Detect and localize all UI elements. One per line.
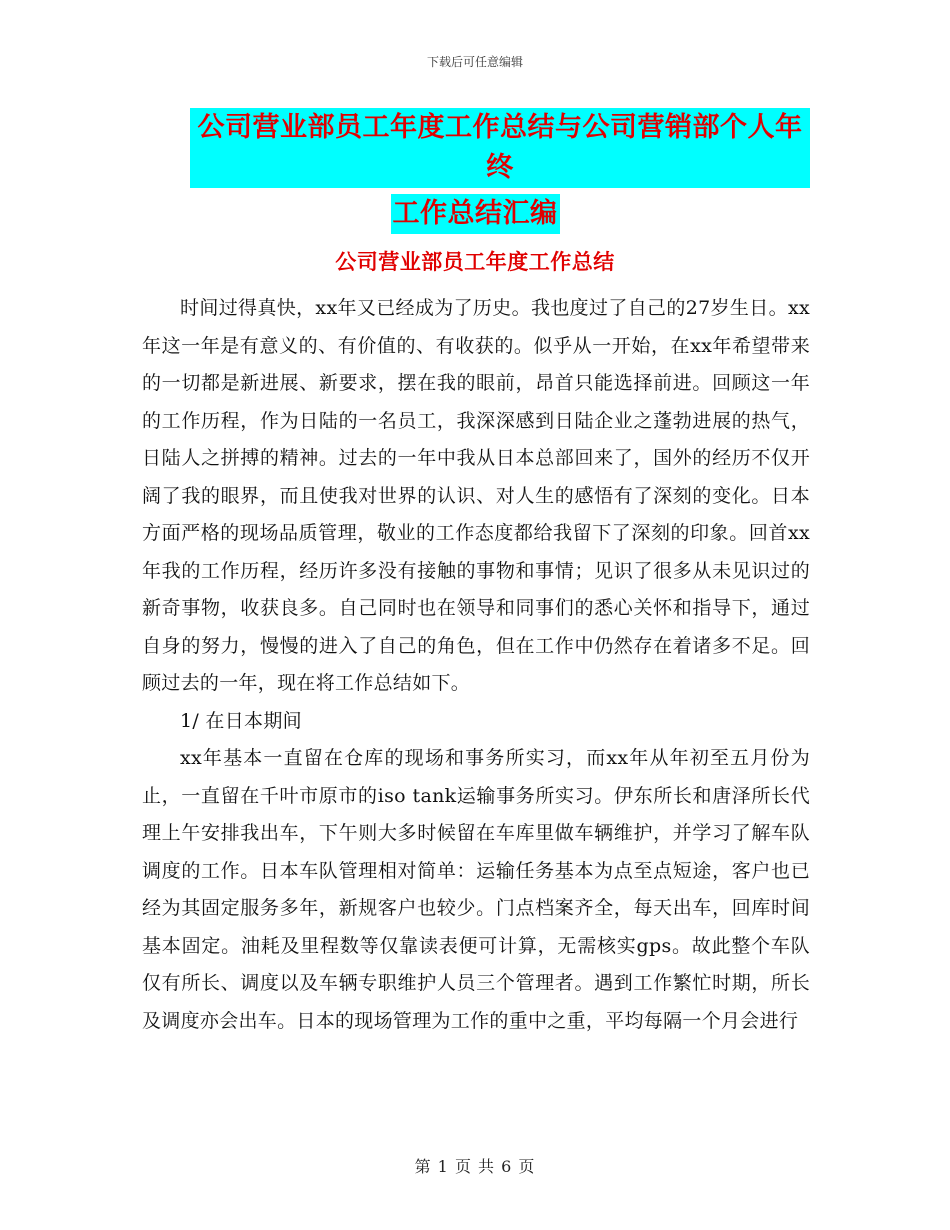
section-title: 公司营业部员工年度工作总结 <box>335 250 615 274</box>
title-line-1: 公司营业部员工年度工作总结与公司营销部个人年终 <box>190 108 810 188</box>
page-footer: 第 1 页 共 6 页 <box>414 1157 536 1176</box>
paragraph: 1/ 在日本期间 <box>180 709 302 732</box>
paragraph: 时间过得真快，xx年又已经成为了历史。我也度过了自己的27岁生日。xx年这一年是有意义的、有价值的、有收获的。似乎从一开始，在xx年希望带来的一切都是新进展、新要求，摆在我的眼前，昂首只能选择前进。回顾这一年的工作历程，作为日陆的一名员工，我深深感到日陆企业之蓬勃进展的热气，日陆人之拼搏的精神。过去的一年中我从日本总部回来了，国外的经历不仅开阔了我的眼界，而且使我对世界的认识、对人生的感悟有了深刻的变化。日本方面严格的现场品质管理，敬业的工作态度都给我留下了深刻的印象。回首xx年我的工作历程，经历许多没有接触的事物和事情；见识了很多从未见识过的新奇事物，收获良多。自己同时也在领导和同事们的悉心关怀和指导下，通过自身的努力，慢慢的进入了自己的角色，但在工作中仍然存在着诸多不足。回顾过去的一年，现在将工作总结如下。 <box>142 297 810 694</box>
document-title <box>140 108 810 240</box>
header-note: 下载后可任意编辑 <box>426 55 523 69</box>
title-line-2: 工作总结汇编 <box>391 194 560 234</box>
paragraph: xx年基本一直留在仓库的现场和事务所实习，而xx年从年初至五月份为止，一直留在千叶市原市的iso tank运输事务所实习。伊东所长和唐泽所长代理上午安排我出车，下午则大多时候留在车库里做车辆维护，并学习了解车队调度的工作。日本车队管理相对简单：运输任务基本为点至点短途，客户也已经为其固定服务多年，新规客户也较少。门点档案齐全，每天出车，回库时间基本固定。油耗及里程数等仅靠读表便可计算，无需核实gps。故此整个车队仅有所长、调度以及车辆专职维护人员三个管理者。遇到工作繁忙时期，所长及调度亦会出车。日本的现场管理为工作的重中之重，平均每隔一个月会进行 <box>142 747 810 1032</box>
body-text <box>142 290 810 1040</box>
